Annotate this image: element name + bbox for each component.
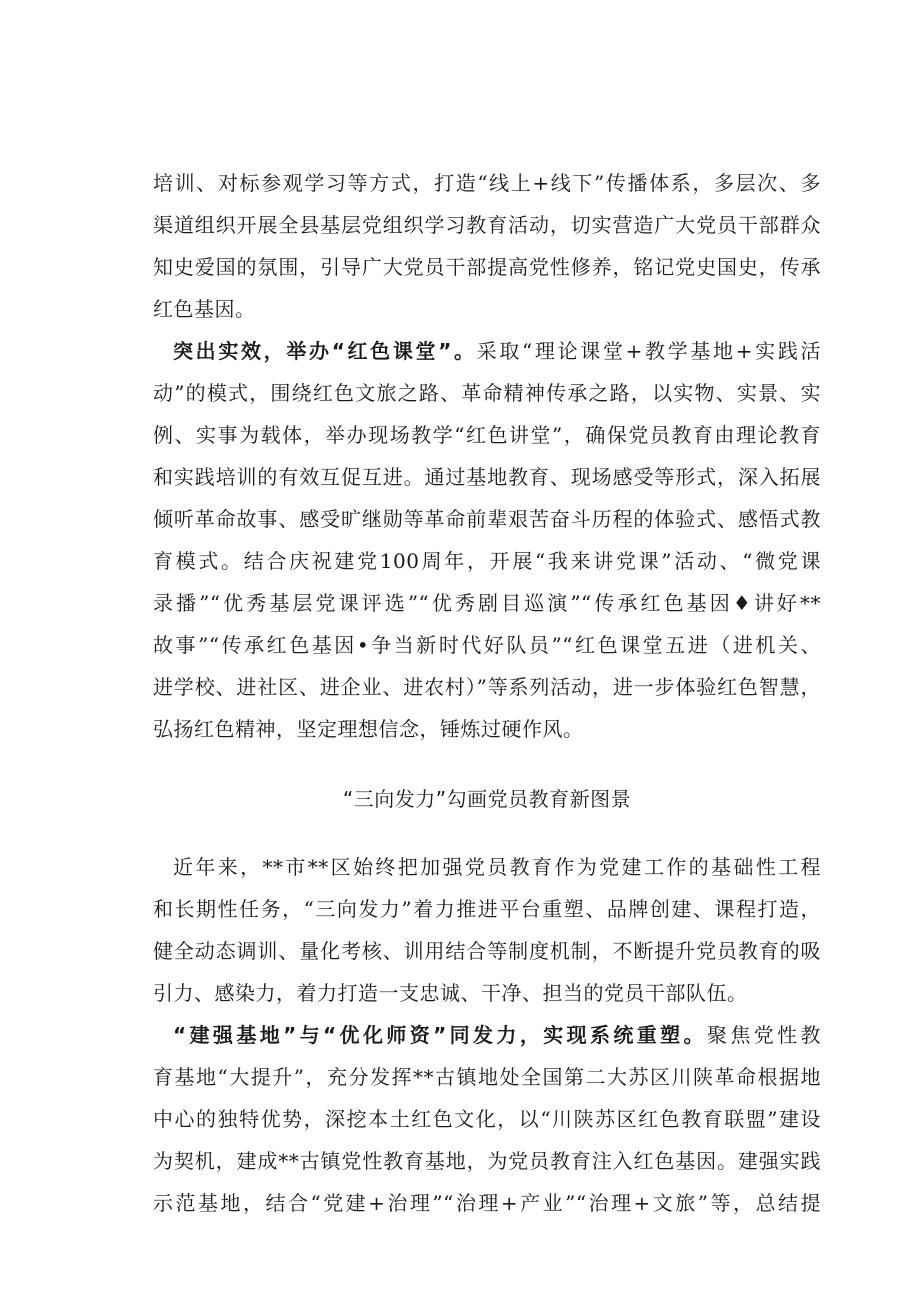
text-line: 中心的独特优势，深挖本土红色文化，以“川陕苏区红色教育联盟”建设: [153, 1107, 821, 1131]
text-run: 聚焦党性教: [706, 1023, 822, 1047]
text-line: 进学校、进社区、进企业、进农村）”等系列活动，进一步体验红色智慧，: [153, 675, 821, 699]
text-line: 近年来，**市**区始终把加强党员教育作为党建工作的基础性工程: [173, 855, 821, 879]
text-line: 和长期性任务，“三向发力”着力推进平台重塑、品牌创建、课程打造，: [153, 897, 821, 921]
paragraph-base-building: [153, 1014, 821, 1224]
paragraph-red-classroom: [153, 330, 821, 750]
paragraph-lead: 突出实效，举办“红色课堂”。: [173, 339, 477, 363]
text-line: 动”的模式，围绕红色文旅之路、革命精神传承之路，以实物、实景、实: [153, 381, 821, 405]
text-line: 知史爱国的氛围，引导广大党员干部提高党性修养，铭记党史国史，传承: [153, 255, 821, 279]
text-line: 红色基因。: [153, 297, 256, 321]
text-line: 引力、感染力，着力打造一支忠诚、干净、担当的党员干部队伍。: [153, 981, 748, 1005]
paragraph-continuation: [153, 162, 821, 330]
text-line: 故事”“传承红色基因•争当新时代好队员”“红色课堂五进（进机关、: [153, 633, 821, 657]
text-line: [153, 330, 821, 372]
text-line: 和实践培训的有效互促互进。通过基地教育、现场感受等形式，深入拓展: [153, 465, 821, 489]
text-line: 例、实事为载体，举办现场教学“红色讲堂”，确保党员教育由理论教育: [153, 423, 821, 447]
paragraph-intro: [153, 846, 821, 1014]
section-heading: “三向发力”勾画党员教育新图景: [342, 787, 632, 811]
text-line: 渠道组织开展全县基层党组织学习教育活动，切实营造广大党员干部群众: [153, 213, 821, 237]
text-line: 健全动态调训、量化考核、训用结合等制度机制，不断提升党员教育的吸: [153, 939, 821, 963]
text-line: 育基地“大提升”，充分发挥**古镇地处全国第二大苏区川陕革命根据地: [153, 1065, 821, 1089]
text-line: 示范基地，结合“党建+治理”“治理+产业”“治理+文旅”等，总结提: [153, 1191, 821, 1215]
text-line: [153, 1014, 821, 1056]
paragraph-lead: “建强基地”与“优化师资”同发力，实现系统重塑。: [173, 1023, 707, 1047]
text-line: 培训、对标参观学习等方式，打造“线上+线下”传播体系，多层次、多: [153, 171, 821, 195]
text-line: 育模式。结合庆祝建党100周年，开展“我来讲党课”活动、“微党课: [153, 549, 821, 573]
text-line: 弘扬红色精神，坚定理想信念，锤炼过硬作风。: [153, 717, 584, 741]
document-page: [153, 162, 821, 1224]
text-run: 采取“理论课堂+教学基地+实践活: [476, 339, 821, 363]
text-line: 倾听革命故事、感受旷继勋等革命前辈艰苦奋斗历程的体验式、感悟式教: [153, 507, 821, 531]
text-line: 为契机，建成**古镇党性教育基地，为党员教育注入红色基因。建强实践: [153, 1149, 821, 1173]
text-line: 录播”“优秀基层党课评选”“优秀剧目巡演”“传承红色基因♦讲好**: [153, 591, 821, 615]
